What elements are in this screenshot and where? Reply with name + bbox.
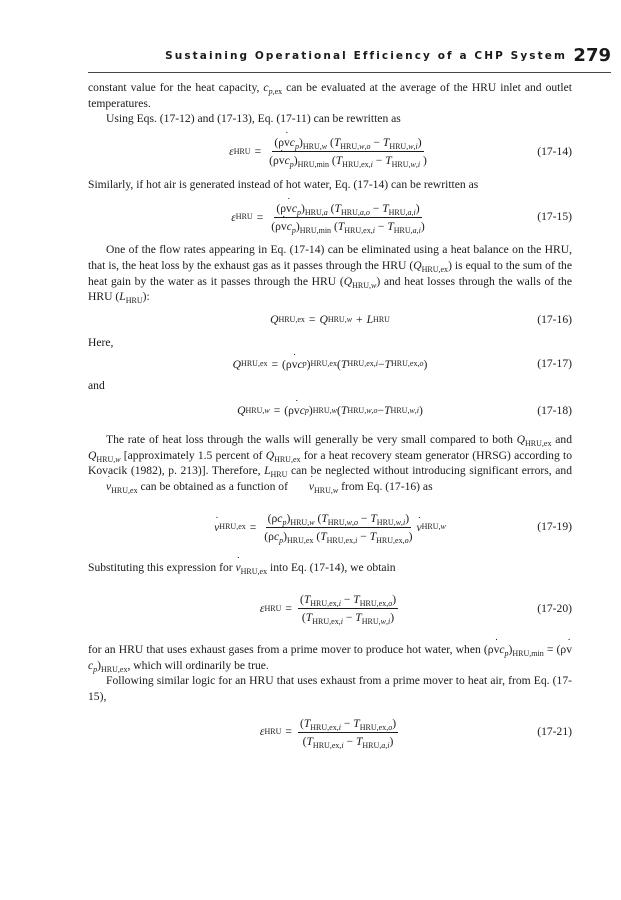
paragraph-here: Here, [88,335,114,349]
running-title: Sustaining Operational Efficiency of a CHP System [165,50,567,62]
running-header [0,44,621,70]
equation-17-21: ε HRU = $\frac{(T_{HRU,ex,i} - T_{HRU,ex,o})}{(T_{HRU,ex,i} - T_{HRU,a,i})}$ (17-21) [259,716,572,750]
equation-number: (17-17) [537,357,572,371]
equation-number: (17-21) [537,725,572,739]
page-number: 279 [573,45,611,66]
equation-17-15: ε HRU = $\frac{(\rho v ˙c_p)_{HRU,a} (T_{HRU,a,o} - T_{HRU,a,i})}{(\rho v ˙c_p)_{HRU,min} (T_{HRU,ex,i} - T_{HRU,a,i})}$ (17-15) [88,192,572,242]
equation-17-20: ε HRU = $\frac{(T_{HRU,ex,i} - T_{HRU,ex,o})}{(T_{HRU,ex,i} - T_{HRU,w,i})}$ (17-20) [259,593,572,627]
equation-17-16: Q HRU,ex = Q HRU,w + L HRU (17-16) [270,312,572,326]
paragraph-3: Similarly, if hot air is generated instead of hot water, Eq. (17-14) can be rewritten as [88,177,479,191]
paragraph-2: Using Eqs. (17-12) and (17-13), Eq. (17-11) can be rewritten as [106,112,401,126]
equation-number: (17-16) [537,312,572,326]
paragraph-6: Substituting this expression for v $˙_{HRU,ex}$ into Eq. (17-14), we obtain [88,560,572,576]
page-body [88,80,572,760]
equation-number: (17-19) [537,520,572,534]
paragraph-5: The rate of heat loss through the walls will generally be very small compared to both $Q_{HRU,ex}$ and $Q_{HRU,w}$ [approximately 1.5 percent of $Q_{HRU,ex}$ for a heat recovery steam generator (HRSG) according to Kovacik (1982), p. 213)]. Therefore, $L_{HRU}$ can be neglected without introducing significant errors, and v $˙_{HRU,ex}$ can be obtained as a function of v $˙_{HRU,w}$ from Eq. (17-16) as [88,432,572,494]
paragraph-8: Following similar logic for an HRU that uses exhaust from a prime mover to heat air, from Eq. (17-15), [88,674,572,703]
equation-17-19: v ˙ HRU,ex = $\frac{(\rho c_p)_{HRU,w} (T_{HRU,w,o} - T_{HRU,w,i})}{(\rho c_p)_{HRU,ex} (T_{HRU,ex,i} - T_{HRU,ex,o})}$ v ˙ HRU,w (17-19) [88,494,572,560]
paragraph-4: One of the flow rates appearing in Eq. (17-14) can be eliminated using a heat balance on the HRU, that is, the heat loss by the exhaust gas as it passes through the HRU $(Q_{HRU,ex})$ is equal to the sum of the heat gain by the water as it passes through the HRU $(Q_{HRU,w})$ and heat losses through the walls of the HRU $(L_{HRU})$: [88,243,572,306]
equation-17-18: Q HRU,w = (ρ v ˙ c p ) HRU,w ( T HRU,w,o − T HRU,w,i ) (17-18) [88,394,572,428]
equation-17-17: Q HRU,ex = (ρ v ˙ c p ) HRU,ex ( T HRU,ex,i − T HRU,ex,o ) (17-17) [88,350,572,378]
equation-17-14: ε HRU = $\frac{(\rho v ˙c_p)_{HRU,w} (T_{HRU,w,o} - T_{HRU,w,i})}{(\rho v ˙c_p)_{HRU,min} (T_{HRU,ex,i} - T_{HRU,w,i} )}$ (17-14) [88,127,572,177]
header-rule [88,72,611,73]
paragraph-and: and [88,379,105,393]
paragraph-7: for an HRU that uses exhaust gases from a prime mover to produce hot water, when (ρv $˙c_p)_{HRU,min} = (\rho v$ $˙c_p)_{HRU,ex}$, which will ordinarily be true. [88,642,572,673]
equation-number: (17-20) [537,602,572,616]
equation-number: (17-18) [537,404,572,418]
paragraph-1: constant value for the heat capacity, $c_{p,ex}$ can be evaluated at the average of the HRU inlet and outlet temperatures. [88,81,572,110]
equation-number: (17-15) [537,210,572,224]
equation-number: (17-14) [537,144,572,158]
